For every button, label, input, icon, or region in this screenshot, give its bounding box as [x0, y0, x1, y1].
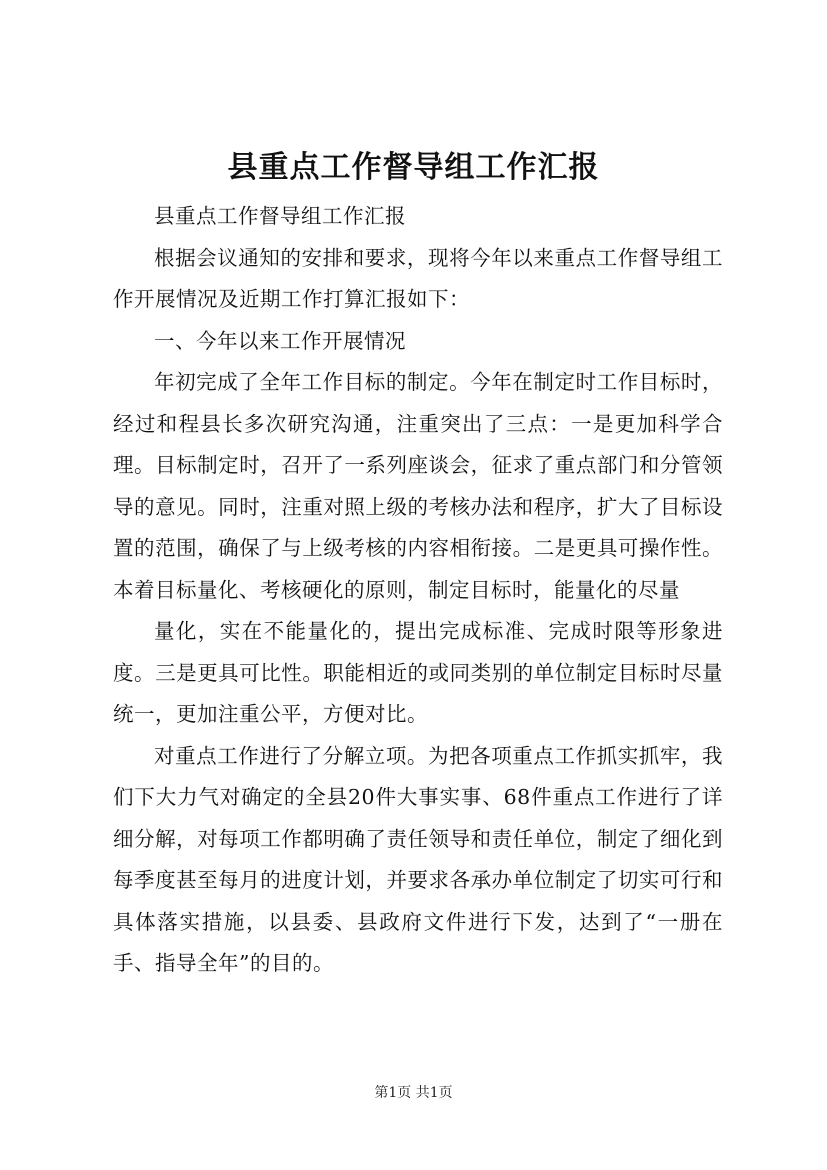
page-footer: 第1页 共1页 [374, 1085, 453, 1101]
section-heading: 一、今年以来工作开展情况 [154, 328, 406, 353]
document-body [113, 196, 723, 985]
paragraph-subtitle: 县重点工作督导组工作汇报 [154, 204, 406, 228]
paragraph-goals-continued: 量化，实在不能量化的，提出完成标准、完成时限等形象进度。三是更具可比性。职能相近的或同类别的单位制定目标时尽量统一，更加注重公平，方便对比。 [113, 619, 723, 726]
paragraph-decomposition: 对重点工作进行了分解立项。为把各项重点工作抓实抓牢，我们下大力气对确定的全县20件大事实事、68件重点工作进行了详细分解，对每项工作都明确了责任领导和责任单位，制定了细化到每季度甚至每月的进度计划，并要求各承办单位制定了切实可行和具体落实措施，以县委、县政府文件进行下发，达到了“一册在手、指导全年”的目的。 [113, 743, 723, 975]
document-title: 县重点工作督导组工作汇报 [227, 150, 600, 185]
paragraph-intro: 根据会议通知的安排和要求，现将今年以来重点工作督导组工作开展情况及近期工作打算汇报如下： [113, 245, 723, 311]
paragraph-goals: 年初完成了全年工作目标的制定。今年在制定时工作目标时，经过和程县长多次研究沟通，注重突出了三点：一是更加科学合理。目标制定时，召开了一系列座谈会，征求了重点部门和分管领导的意见。同时，注重对照上级的考核办法和程序，扩大了目标设置的范围，确保了与上级考核的内容相衔接。二是更具可操作性。本着目标量化、考核硬化的原则，制定目标时，能量化的尽量 [113, 370, 723, 602]
